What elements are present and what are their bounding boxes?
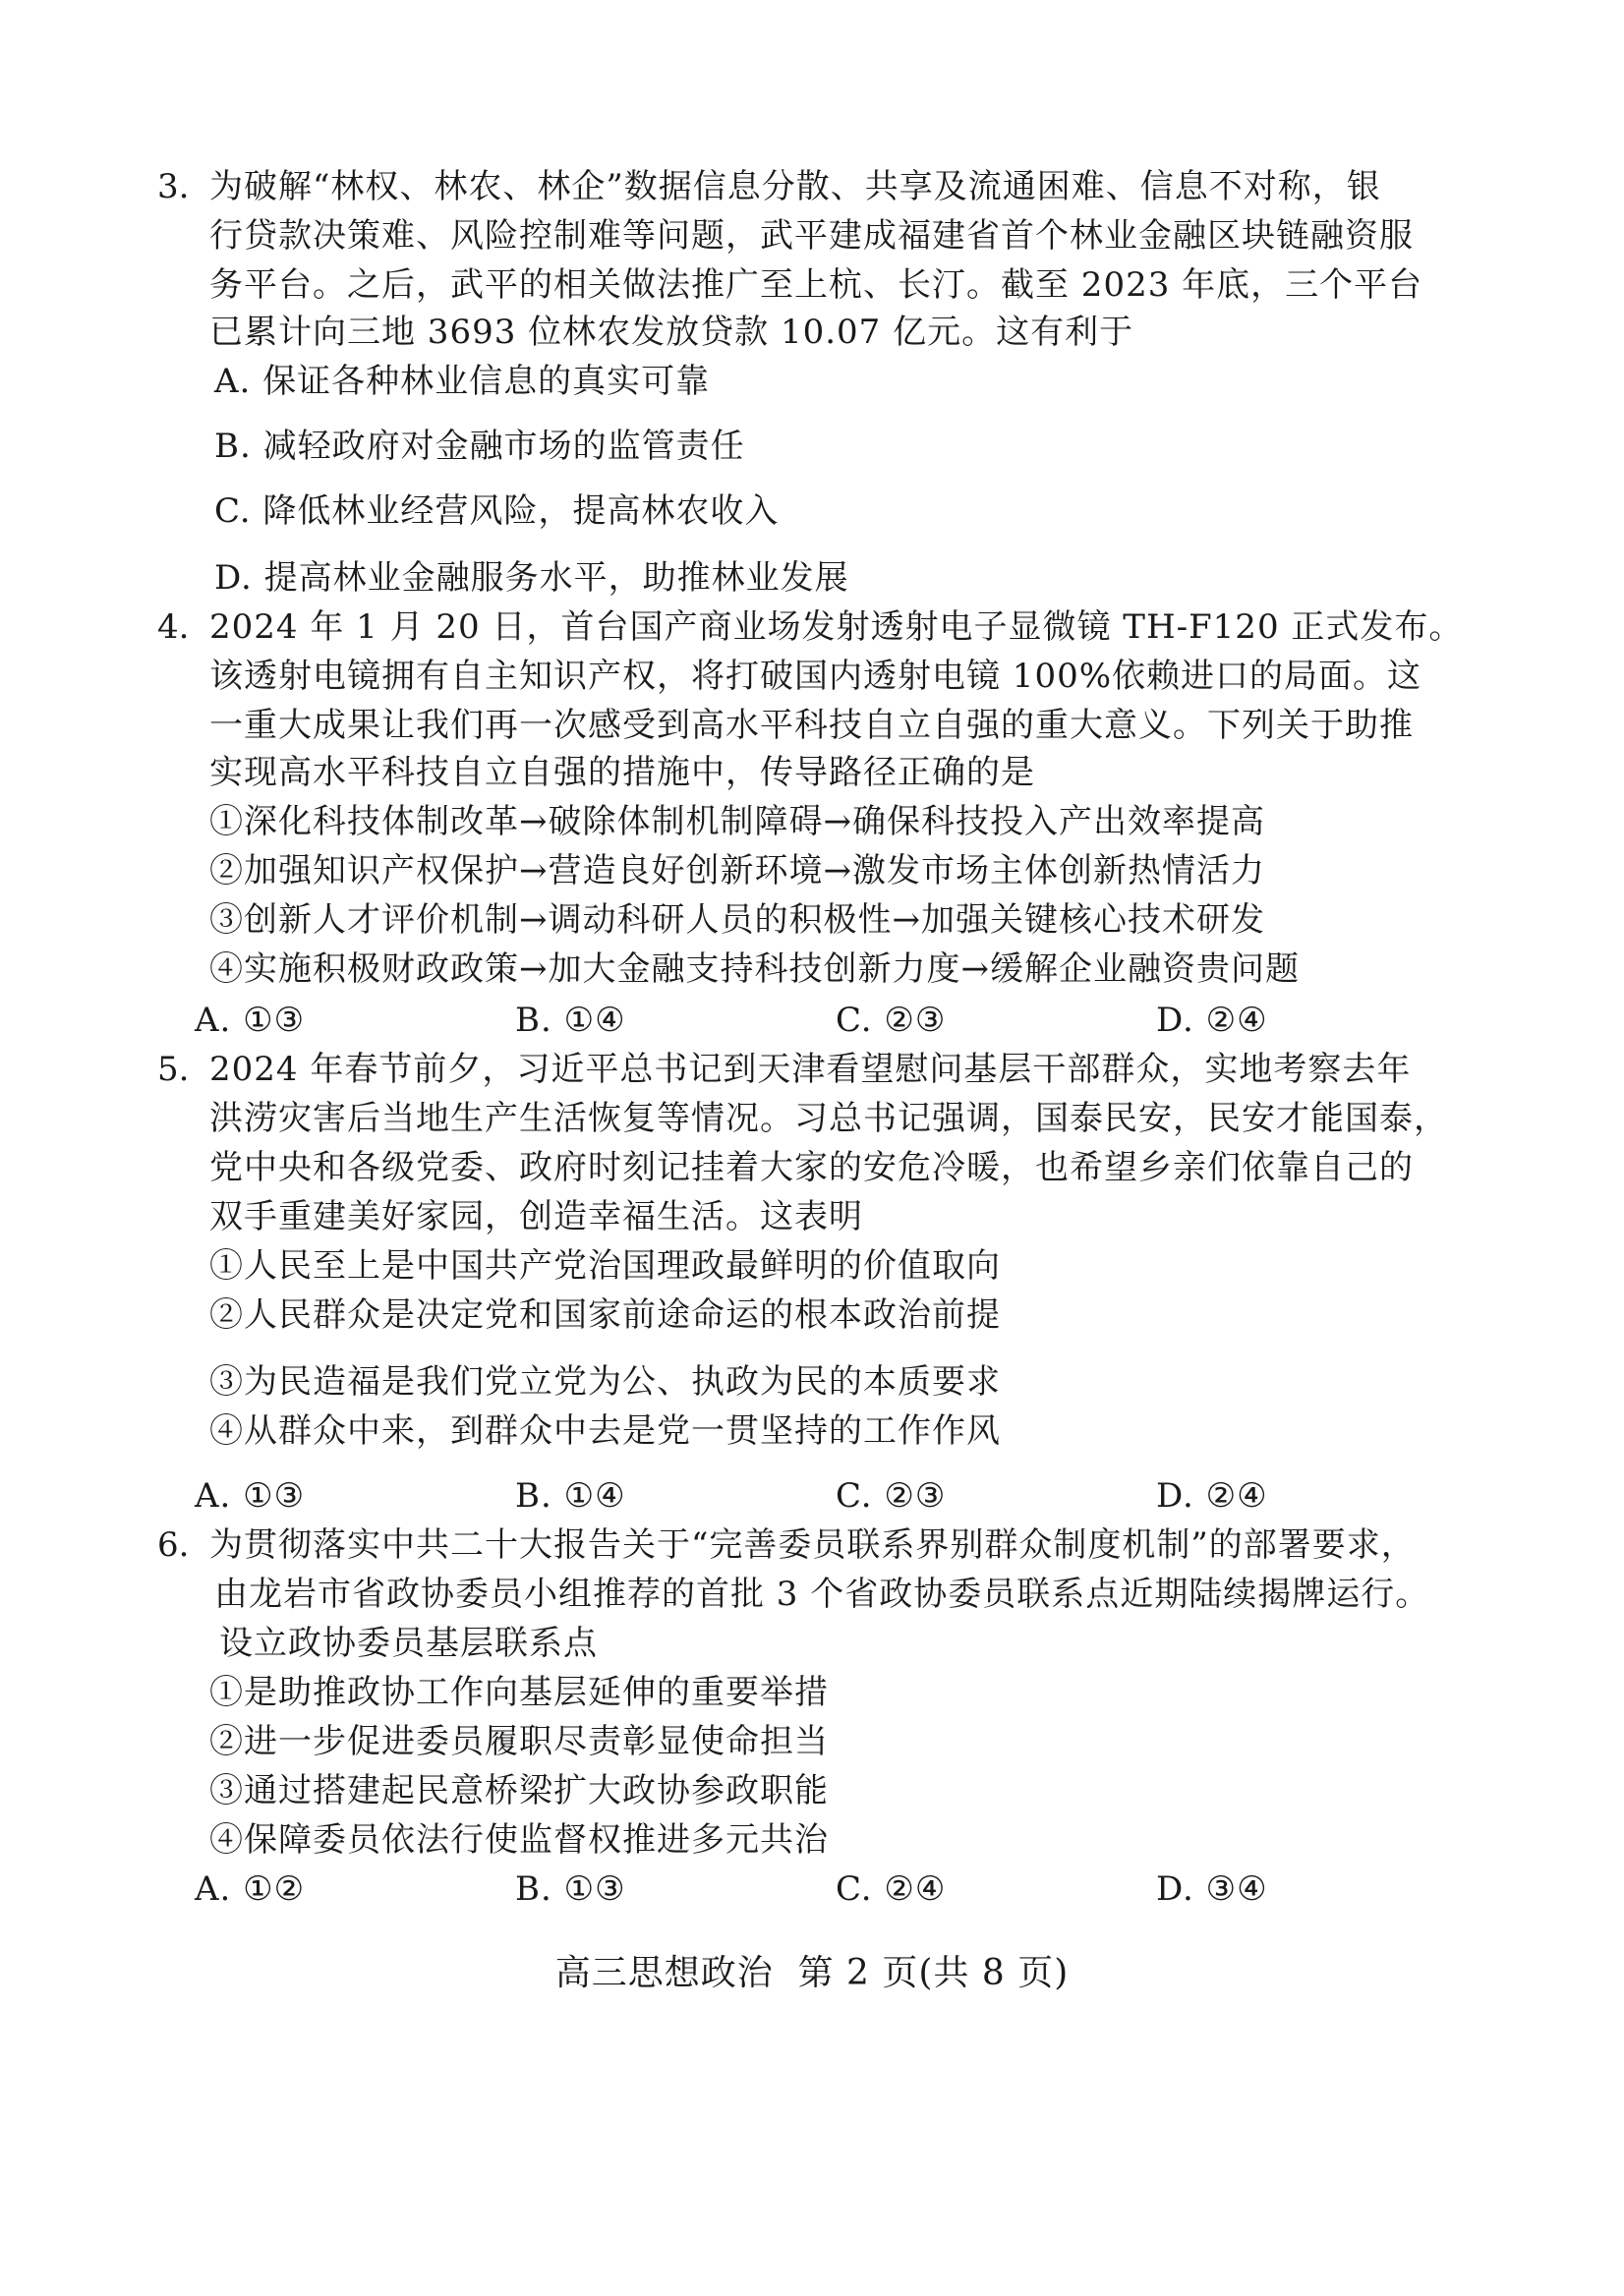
statement-3: ③为民造福是我们党立党为公、执政为民的本质要求 [209,1362,1001,1402]
choice-d: D. ③④ [1156,1869,1268,1909]
choice-b: B. ①④ [515,1001,626,1040]
question-stem-line: 已累计向三地 3693 位林农发放贷款 10.07 亿元。这有利于 [209,313,1134,352]
statement-4: ④实施积极财政政策→加大金融支持科技创新力度→缓解企业融资贵问题 [209,949,1300,989]
choice-a: A. ①② [195,1869,306,1909]
choice-c: C. ②③ [836,1001,947,1040]
question-stem-line: 设立政协委员基层联系点 [219,1624,598,1663]
option-d: D. 提高林业金融服务水平，助推林业发展 [214,558,849,598]
choice-d: D. ②④ [1156,1476,1268,1516]
statement-3: ③通过搭建起民意桥梁扩大政协参政职能 [209,1771,829,1810]
choice-a: A. ①③ [195,1001,306,1040]
option-b: B. 减轻政府对金融市场的监管责任 [214,427,745,466]
choice-d: D. ②④ [1156,1001,1268,1040]
statement-1: ①人民至上是中国共产党治国理政最鲜明的价值取向 [209,1246,1001,1286]
question-number: 3. [157,167,190,206]
statement-2: ②进一步促进委员履职尽责彰显使命担当 [209,1722,829,1761]
question-number: 6. [157,1525,190,1565]
question-number: 5. [157,1050,190,1089]
choice-b: B. ①③ [515,1869,626,1909]
question-stem-line: 行贷款决策难、风险控制难等问题，武平建成福建省首个林业金融区块链融资服 [209,216,1414,256]
question-stem-line: 由龙岩市省政协委员小组推荐的首批 3 个省政协委员联系点近期陆续揭牌运行。 [214,1575,1430,1614]
choice-a: A. ①③ [195,1476,306,1516]
question-stem-line: 实现高水平科技自立自强的措施中，传导路径正确的是 [209,753,1035,792]
page-footer: 高三思想政治 第 2 页(共 8 页) [554,1953,1070,1993]
question-stem-line: 为破解“林权、林农、林企”数据信息分散、共享及流通困难、信息不对称，银 [209,167,1381,206]
statement-1: ①深化科技体制改革→破除体制机制障碍→确保科技投入产出效率提高 [209,802,1265,841]
statement-2: ②人民群众是决定党和国家前途命运的根本政治前提 [209,1295,1001,1335]
question-number: 4. [157,607,190,647]
question-stem-line: 2024 年春节前夕，习近平总书记到天津看望慰问基层干部群众，实地考察去年 [209,1050,1412,1089]
statement-3: ③创新人才评价机制→调动科研人员的积极性→加强关键核心技术研发 [209,900,1265,940]
question-stem-line: 为贯彻落实中共二十大报告关于“完善委员联系界别群众制度机制”的部署要求， [209,1525,1416,1565]
option-c: C. 降低林业经营风险，提高林农收入 [214,491,780,531]
statement-2: ②加强知识产权保护→营造良好创新环境→激发市场主体创新热情活力 [209,851,1265,890]
choice-c: C. ②③ [836,1476,947,1516]
question-stem-line: 务平台。之后，武平的相关做法推广至上杭、长汀。截至 2023 年底，三个平台 [209,265,1423,305]
choice-c: C. ②④ [836,1869,947,1909]
question-stem-line: 2024 年 1 月 20 日，首台国产商业场发射透射电子显微镜 TH-F120 正式发布。 [209,607,1464,647]
option-a: A. 保证各种林业信息的真实可靠 [214,362,711,401]
question-stem-line: 党中央和各级党委、政府时刻记挂着大家的安危冷暖，也希望乡亲们依靠自己的 [209,1148,1414,1187]
statement-4: ④保障委员依法行使监督权推进多元共治 [209,1820,829,1860]
choice-b: B. ①④ [515,1476,626,1516]
question-stem-line: 洪涝灾害后当地生产生活恢复等情况。习总书记强调，国泰民安，民安才能国泰， [209,1099,1448,1138]
question-stem-line: 双手重建美好家园，创造幸福生活。这表明 [209,1197,863,1236]
statement-1: ①是助推政协工作向基层延伸的重要举措 [209,1673,829,1712]
statement-4: ④从群众中来，到群众中去是党一贯坚持的工作作风 [209,1411,1001,1451]
question-stem-line: 一重大成果让我们再一次感受到高水平科技自立自强的重大意义。下列关于助推 [209,706,1414,745]
question-stem-line: 该透射电镜拥有自主知识产权，将打破国内透射电镜 100%依赖进口的局面。这 [209,657,1422,696]
